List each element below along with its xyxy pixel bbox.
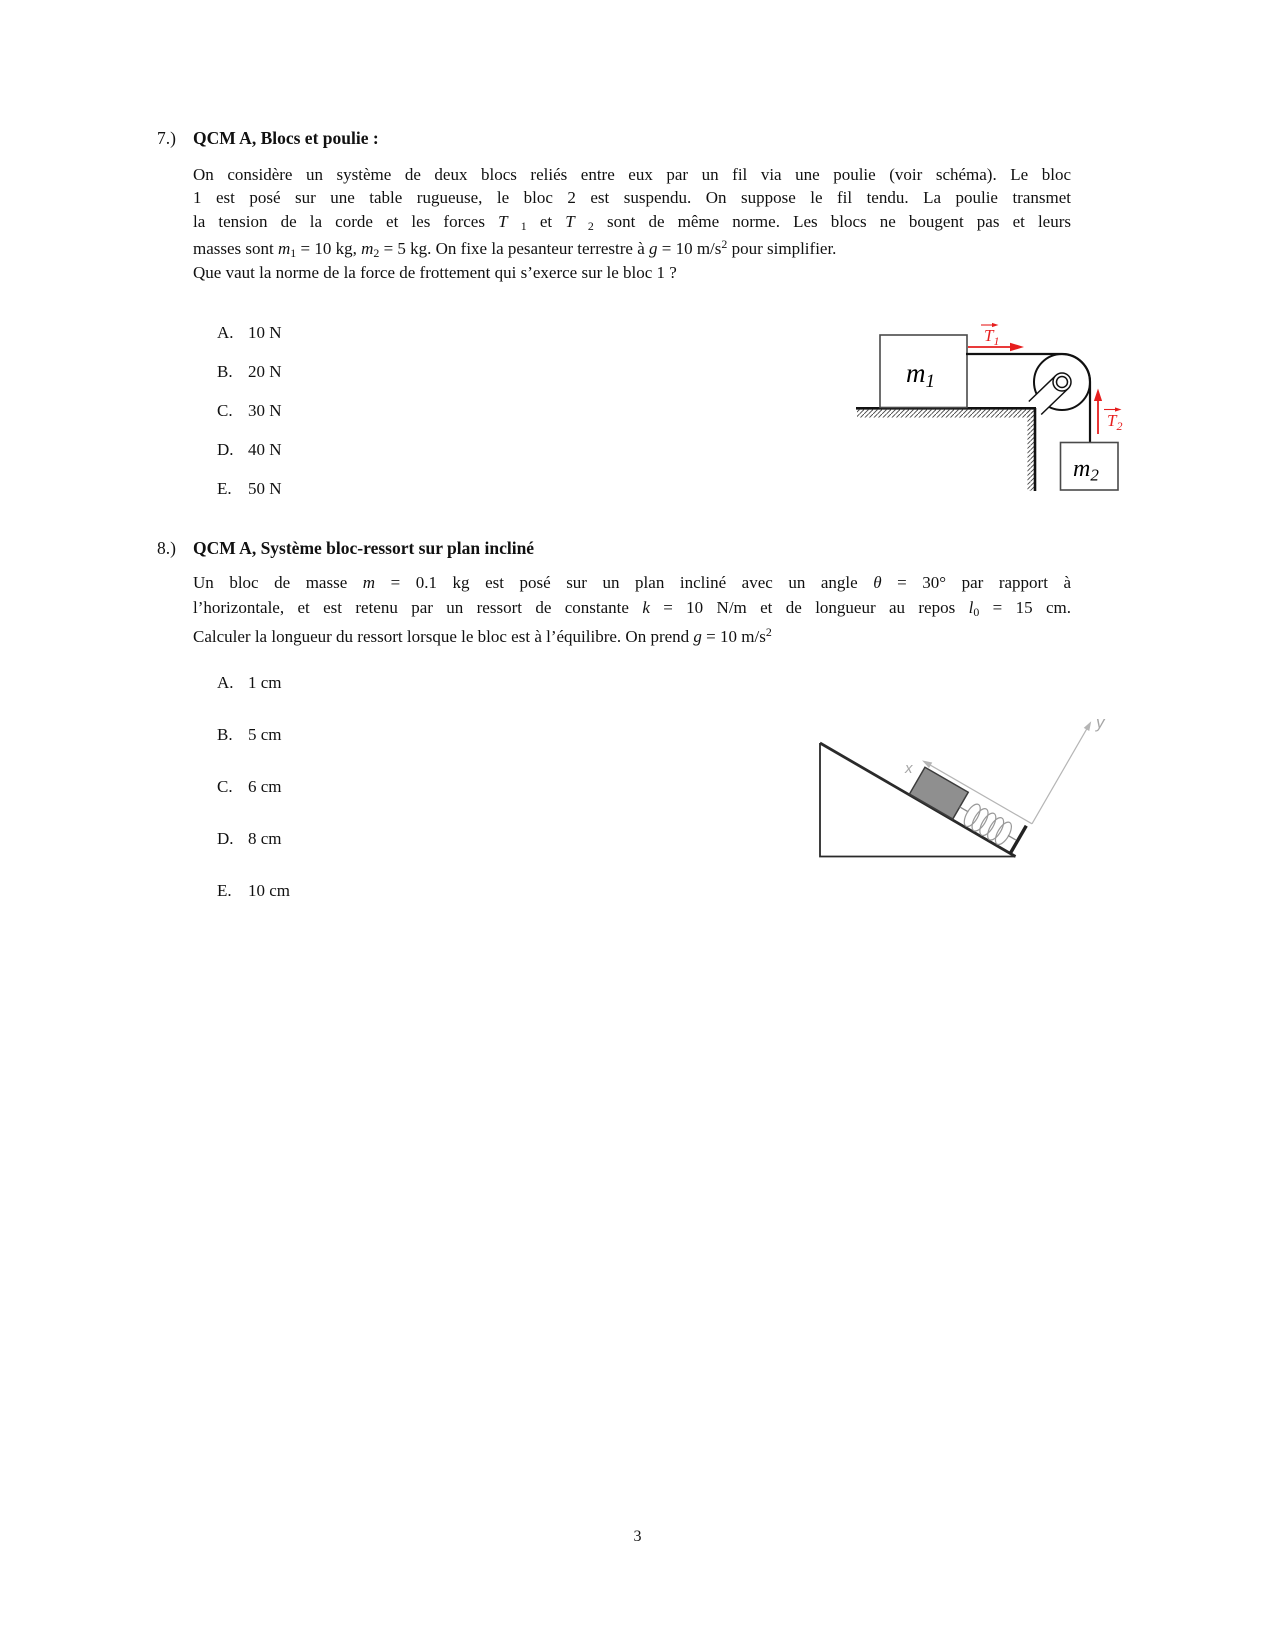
table-hatching <box>857 409 1034 418</box>
block-on-incline <box>909 767 968 819</box>
option-row <box>217 880 290 901</box>
question-7-prompt: Que vaut la norme de la force de frottement qui s’exerce sur le bloc 1 ? <box>193 263 677 282</box>
spring-coil <box>992 820 1014 847</box>
option-label: E. <box>217 479 232 498</box>
option-text: 50 N <box>248 479 282 498</box>
x-axis-label: x <box>905 760 913 777</box>
pulley-axle <box>1057 377 1068 388</box>
option-text: 20 N <box>248 362 282 381</box>
spring-connector <box>960 807 969 812</box>
option-label: B. <box>217 362 233 381</box>
question-7-title: QCM A, Blocs et poulie : <box>193 128 379 148</box>
table-edge-hatching <box>1028 411 1035 491</box>
paragraph-line: Un bloc de masse m = 0.1 kg est posé sur un plan incliné avec un angle θ = 30° par rapport à <box>193 573 1072 592</box>
block-m1-label: m1 <box>906 358 935 392</box>
option-label: D. <box>217 440 234 459</box>
option-row <box>217 322 282 343</box>
question-8-options <box>217 672 290 932</box>
pulley-diagram <box>820 296 1140 502</box>
tension-1-label: $T_1$ <box>984 326 1000 348</box>
page-number: 3 <box>633 1528 642 1545</box>
tension-2-arrowhead <box>1094 389 1102 402</box>
option-label: E. <box>217 881 232 900</box>
option-text: 5 cm <box>248 725 282 744</box>
option-text: 1 cm <box>248 673 282 692</box>
question-7-number: 7.) <box>157 128 176 148</box>
option-label: A. <box>217 673 234 692</box>
option-label: D. <box>217 829 234 848</box>
y-axis-line <box>1032 725 1089 824</box>
paragraph-line: la tension de la corde et les forces T⃗1 et T⃗2 sont de même norme. Les blocs ne bougent pas et leurs <box>193 211 1071 233</box>
option-text: 10 cm <box>248 881 291 900</box>
x-axis-arrowhead <box>920 758 932 769</box>
option-row <box>217 478 282 499</box>
option-text: 10 N <box>248 323 282 342</box>
paragraph-line: On considère un système de deux blocs reliés entre eux par un fil via une poulie (voir schéma). Le bloc <box>193 165 1071 184</box>
question-8-header <box>157 537 534 559</box>
y-axis-arrowhead <box>1084 720 1094 731</box>
option-row <box>217 400 282 421</box>
option-text: 40 N <box>248 440 282 459</box>
question-7-header <box>157 127 379 149</box>
tension-1-arrowhead <box>1010 343 1024 352</box>
question-8-number: 8.) <box>157 538 176 558</box>
incline-surface <box>820 743 1016 857</box>
paragraph-line: l’horizontale, et est retenu par un ressort de constante k = 10 N/m et de longueur au repos l0 = 15 cm. <box>193 598 1071 619</box>
option-row <box>217 724 290 745</box>
option-text: 30 N <box>248 401 282 420</box>
tension-2-label: $T_2$ <box>1107 411 1123 433</box>
question-8-title: QCM A, Système bloc-ressort sur plan incliné <box>193 538 535 558</box>
spring-anchor-wall <box>1010 826 1026 854</box>
option-row <box>217 828 290 849</box>
question-7-options <box>217 322 282 517</box>
option-row <box>217 672 290 693</box>
question-8-paragraph <box>193 570 1071 645</box>
option-label: C. <box>217 777 233 796</box>
option-text: 6 cm <box>248 777 282 796</box>
inclined-plane-diagram <box>770 660 1110 866</box>
spring-connector <box>1008 835 1016 840</box>
option-row <box>217 439 282 460</box>
option-label: C. <box>217 401 233 420</box>
paragraph-line: Calculer la longueur du ressort lorsque le bloc est à l’équilibre. On prend g = 10 $m/s^2$ <box>193 625 772 646</box>
option-row <box>217 361 282 382</box>
paragraph-line: 1 est posé sur une table rugueuse, le bloc 2 est suspendu. On suppose le fil tendu. La poulie transmet <box>193 188 1071 208</box>
option-label: A. <box>217 323 234 342</box>
option-text: 8 cm <box>248 829 282 848</box>
question-7-paragraph <box>193 163 1071 261</box>
option-label: B. <box>217 725 233 744</box>
y-axis-label: y <box>1096 713 1105 732</box>
block-m2-label: m2 <box>1073 456 1099 485</box>
option-row <box>217 776 290 797</box>
paragraph-line: masses sont m1 = 10 kg, m2 = 5 kg. On fixe la pesanteur terrestre à g = 10 $m/s^2$ pour simplifier. <box>193 237 837 261</box>
